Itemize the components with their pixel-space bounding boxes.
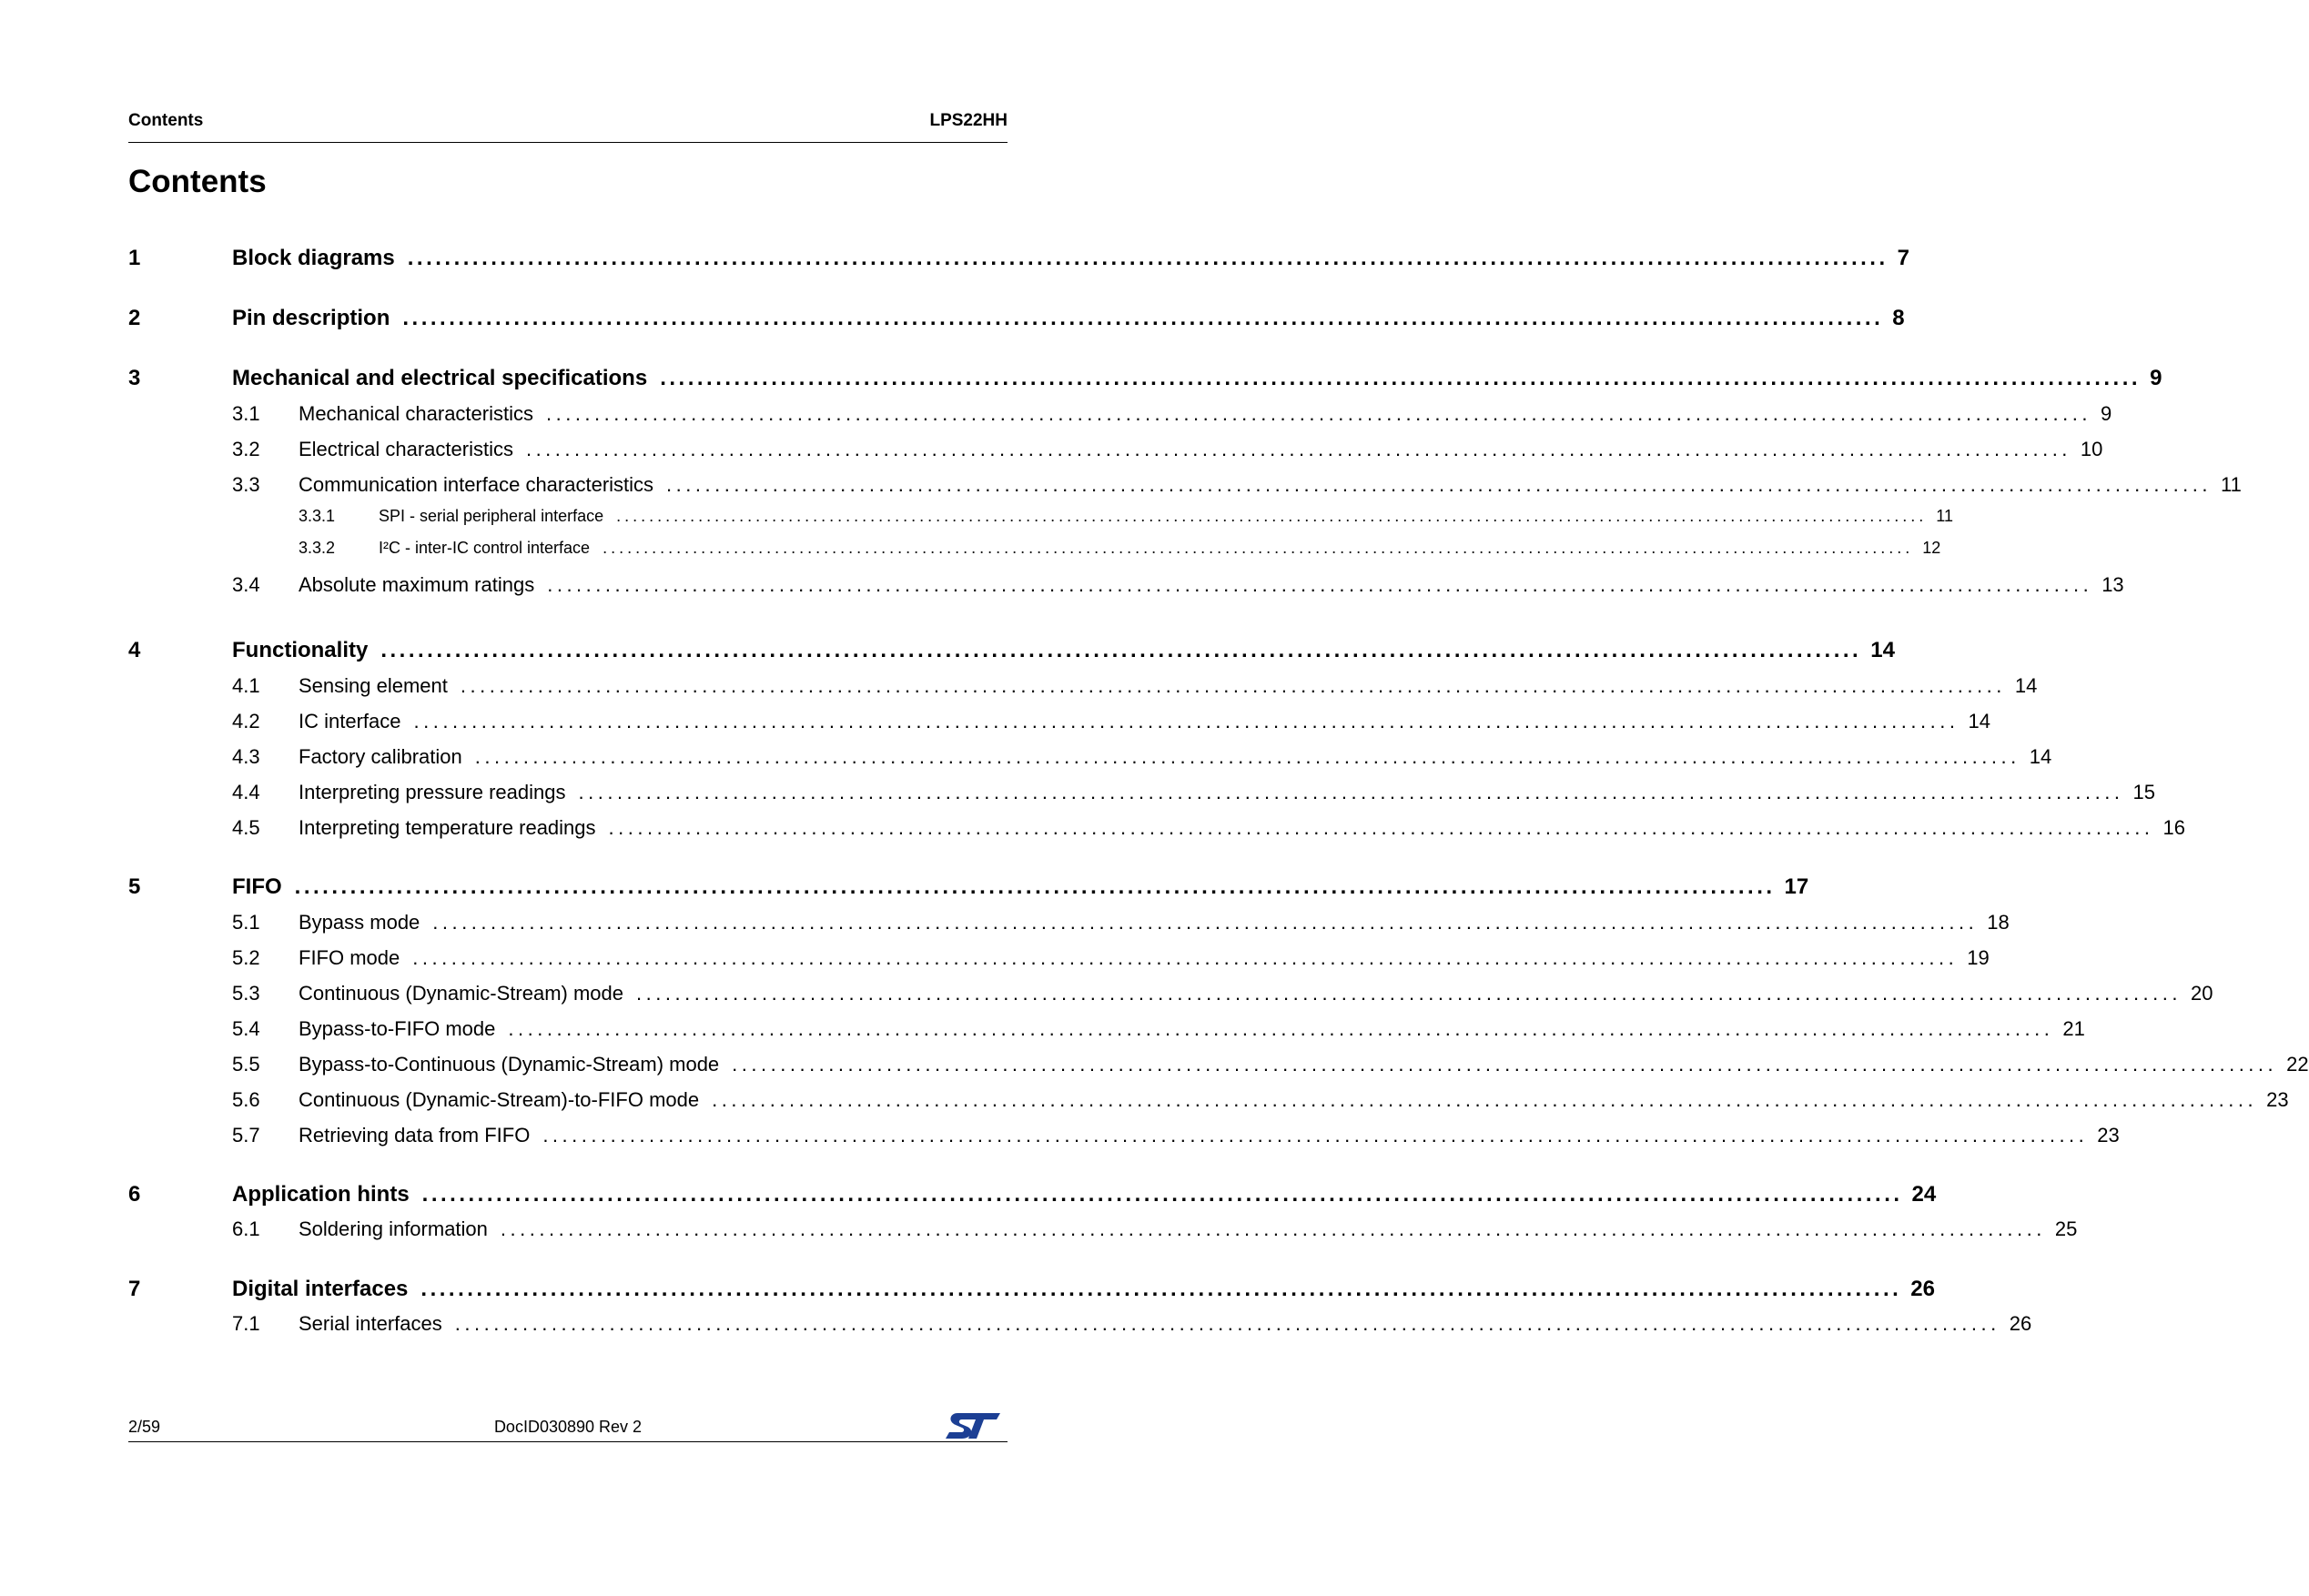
toc-entry[interactable] [128,874,1809,900]
toc-entry-number: 4.1 [232,674,260,697]
toc-entry-title[interactable]: Bypass mode [299,911,420,934]
toc-entry-title[interactable]: Continuous (Dynamic-Stream) mode [299,982,624,1005]
toc-entry-title[interactable]: Digital interfaces [232,1277,409,1301]
toc-leader-dots: ................................................................................................................................................................ [547,573,2093,596]
header-product-name: LPS22HH [929,111,1008,130]
st-logo-icon [944,1411,1002,1445]
toc-entry-page[interactable]: 7 [1897,246,1909,270]
toc-entry-page[interactable]: 21 [2062,1017,2085,1040]
toc-entry-page[interactable]: 8 [1892,306,1905,330]
toc-entry-page[interactable]: 14 [1968,710,1990,732]
toc-entry[interactable] [232,710,1990,733]
toc-entry-number: 3.3.2 [299,539,336,557]
toc-entry-number: 3 [128,366,141,390]
toc-entry-title[interactable]: Bypass-to-FIFO mode [299,1017,496,1040]
toc-entry-page[interactable]: 15 [2132,781,2155,803]
toc-entry-title[interactable]: Electrical characteristics [299,438,513,460]
toc-entry[interactable] [232,1124,2120,1147]
toc-entry[interactable] [232,674,2038,698]
toc-entry[interactable] [232,1017,2085,1041]
toc-entry-page[interactable]: 17 [1784,874,1809,899]
toc-entry[interactable] [232,946,1990,970]
toc-entry-title[interactable]: Functionality [232,638,369,662]
toc-entry[interactable] [232,911,2010,934]
toc-entry-number: 4.3 [232,745,260,768]
toc-leader-dots: ................................................................................................................................................................ [525,438,2071,460]
toc-entry-number: 3.3 [232,473,260,496]
toc-entry-page[interactable]: 9 [2100,402,2112,425]
toc-entry-title[interactable]: Factory calibration [299,745,462,768]
toc-entry[interactable] [232,1217,2078,1241]
toc-leader-dots: ................................................................................................................................................................ [636,982,2182,1005]
toc-entry-title[interactable]: Continuous (Dynamic-Stream)-to-FIFO mode [299,1088,700,1111]
toc-entry-number: 5.7 [232,1124,260,1146]
toc-entry-number: 4 [128,638,141,662]
toc-entry-number: 5.6 [232,1088,260,1111]
toc-entry-page[interactable]: 16 [2162,816,2185,839]
toc-entry-page[interactable]: 26 [1910,1277,1935,1301]
toc-leader-dots: ................................................................................................................................................................ [380,638,1862,662]
footer-page-number: 2/59 [128,1418,161,1436]
toc-leader-dots: ................................................................................................................................................................ [402,306,1884,330]
toc-entry[interactable] [232,816,2185,840]
toc-entry-number: 6 [128,1182,141,1207]
toc-leader-dots: ................................................................................................................................................................ [508,1017,2054,1040]
toc-entry-page[interactable]: 11 [1936,507,1953,525]
toc-entry-title[interactable]: FIFO [232,874,282,899]
toc-entry-number: 5 [128,874,141,899]
toc-entry-page[interactable]: 13 [2101,573,2124,596]
header-section-label: Contents [128,111,204,130]
toc-entry[interactable] [232,1088,2289,1112]
page-header [128,111,1008,143]
toc-entry-number: 7 [128,1277,141,1301]
toc-entry-page[interactable]: 23 [2097,1124,2120,1146]
toc-leader-dots: ................................................................................................................................................................ [294,874,1776,899]
toc-entry-title[interactable]: Interpreting pressure readings [299,781,566,803]
toc-entry[interactable] [232,438,2103,461]
toc-leader-dots: ................................................................................................................................................................ [420,1277,1902,1301]
toc-entry-number: 3.3.1 [299,507,336,525]
toc-leader-dots: ................................................................................................................................................................ [432,911,1979,934]
toc-entry-page[interactable]: 24 [1911,1182,1937,1207]
toc-leader-dots: ................................................................................................................................................................ [616,507,1928,525]
toc-leader-dots: ................................................................................................................................................................ [578,781,2124,803]
toc-entry-title[interactable]: Soldering information [299,1217,488,1240]
toc-leader-dots: ................................................................................................................................................................ [454,1312,2000,1335]
toc-entry-number: 4.4 [232,781,260,803]
toc-entry-number: 5.1 [232,911,260,934]
toc-entry-number: 4.5 [232,816,260,839]
toc-entry[interactable] [232,1053,2309,1076]
toc-entry[interactable] [232,402,2112,426]
toc-leader-dots: ................................................................................................................................................................ [421,1182,1903,1207]
toc-entry-title[interactable]: Pin description [232,306,390,330]
toc-entry-page[interactable]: 11 [2221,473,2242,496]
toc-leader-dots: ................................................................................................................................................................ [732,1053,2278,1076]
page-title: Contents [128,164,267,199]
toc-entry-number: 5.5 [232,1053,260,1076]
toc-leader-dots: ................................................................................................................................................................ [500,1217,2046,1240]
toc-entry-number: 3.1 [232,402,260,425]
toc-entry-title[interactable]: FIFO mode [299,946,400,969]
toc-entry-title[interactable]: Absolute maximum ratings [299,573,535,596]
toc-leader-dots: ................................................................................................................................................................ [412,946,1959,969]
toc-entry-number: 3.2 [232,438,260,460]
toc-entry-page[interactable]: 14 [2014,674,2038,697]
toc-entry-title[interactable]: SPI - serial peripheral interface [379,507,604,525]
toc-entry-number: 5.4 [232,1017,260,1040]
toc-entry-title[interactable]: Retrieving data from FIFO [299,1124,531,1146]
toc-entry[interactable] [128,638,1895,663]
toc-entry[interactable] [232,1312,2032,1336]
toc-leader-dots: ................................................................................................................................................................ [660,366,2142,390]
toc-entry[interactable] [232,781,2155,804]
footer-doc-id: DocID030890 Rev 2 [493,1418,643,1436]
toc-entry-page[interactable]: 25 [2054,1217,2078,1240]
toc-entry-number: 5.2 [232,946,260,969]
toc-entry[interactable] [128,1277,1935,1302]
toc-entry-number: 7.1 [232,1312,260,1335]
toc-entry-title[interactable]: Serial interfaces [299,1312,442,1335]
toc-leader-dots: ................................................................................................................................................................ [666,473,2213,496]
toc-entry-number: 3.4 [232,573,260,596]
toc-entry-title[interactable]: Block diagrams [232,246,395,270]
toc-entry[interactable] [128,306,1905,331]
toc-leader-dots: ................................................................................................................................................................ [407,246,1889,270]
toc-entry-number: 6.1 [232,1217,260,1240]
toc-entry[interactable] [128,1182,1937,1207]
toc-entry-title[interactable]: Communication interface characteristics [299,473,654,496]
toc-entry-page[interactable]: 14 [1870,638,1895,662]
toc-entry[interactable] [232,473,2242,497]
toc-entry-page[interactable]: 9 [2150,366,2162,390]
toc-entry-title[interactable]: Sensing element [299,674,448,697]
toc-entry-page[interactable]: 14 [2029,745,2052,768]
toc-entry-page[interactable]: 26 [2009,1312,2032,1335]
toc-entry-page[interactable]: 12 [1922,539,1941,557]
toc-entry[interactable] [232,573,2124,597]
toc-leader-dots: ................................................................................................................................................................ [413,710,1960,732]
toc-entry-number: 5.3 [232,982,260,1005]
toc-leader-dots: ................................................................................................................................................................ [608,816,2154,839]
toc-entry-page[interactable]: 22 [2286,1053,2309,1076]
st-logo-shape [946,1413,1000,1439]
toc-entry[interactable] [299,507,1953,526]
toc-entry-number: 2 [128,306,141,330]
page-footer [128,1414,1008,1442]
toc-entry-page[interactable]: 20 [2191,982,2213,1005]
toc-leader-dots: ................................................................................................................................................................ [474,745,2020,768]
toc-leader-dots: ................................................................................................................................................................ [712,1088,2258,1111]
toc-leader-dots: ................................................................................................................................................................ [545,402,2091,425]
toc-entry-page[interactable]: 19 [1967,946,1990,969]
toc-entry-title[interactable]: IC interface [299,710,401,732]
toc-entry-page[interactable]: 10 [2080,438,2103,460]
toc-entry-title[interactable]: Mechanical and electrical specifications [232,366,648,390]
toc-leader-dots: ................................................................................................................................................................ [542,1124,2089,1146]
toc-entry-title[interactable]: Application hints [232,1182,410,1207]
toc-entry-title[interactable]: Mechanical characteristics [299,402,533,425]
toc-entry[interactable] [232,982,2213,1005]
toc-entry-number: 4.2 [232,710,260,732]
toc-leader-dots: ................................................................................................................................................................ [460,674,2006,697]
toc-entry[interactable] [299,539,1941,558]
toc-entry-title[interactable]: Interpreting temperature readings [299,816,596,839]
toc-entry[interactable] [128,246,1909,271]
toc-entry-page[interactable]: 23 [2266,1088,2289,1111]
toc-entry-title[interactable]: I²C - inter-IC control interface [379,539,591,557]
toc-leader-dots: ................................................................................................................................................................ [603,539,1914,557]
toc-entry-page[interactable]: 18 [1987,911,2010,934]
toc-entry-title[interactable]: Bypass-to-Continuous (Dynamic-Stream) mode [299,1053,720,1076]
toc-entry[interactable] [232,745,2052,769]
toc-entry[interactable] [128,366,2162,391]
toc-entry-number: 1 [128,246,141,270]
